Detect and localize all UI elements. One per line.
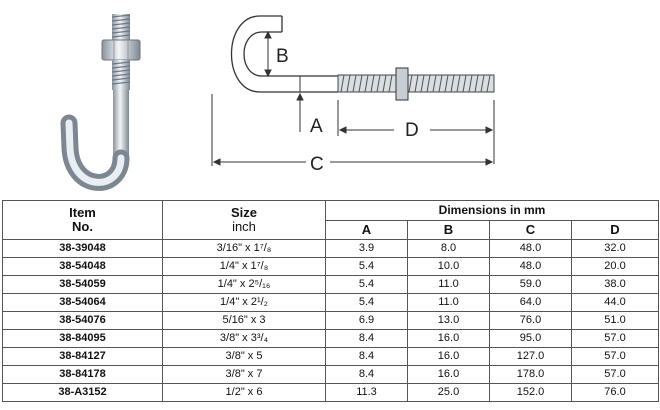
- dim-a-cell: 8.4: [326, 348, 408, 366]
- dim-a-cell: 8.4: [326, 366, 408, 384]
- j-bolt-photo: [48, 8, 158, 194]
- dim-c-cell: 48.0: [490, 258, 572, 276]
- dim-b-cell: 16.0: [408, 348, 490, 366]
- dim-d-cell: 57.0: [572, 366, 659, 384]
- dim-a-cell: 11.3: [326, 384, 408, 402]
- j-bolt-dimension-diagram: [200, 4, 510, 184]
- dim-b-cell: 13.0: [408, 312, 490, 330]
- col-b-header: B: [408, 220, 490, 240]
- table-row: [3, 366, 659, 384]
- dim-a-cell: 3.9: [326, 240, 408, 258]
- dim-c-cell: 95.0: [490, 330, 572, 348]
- size-cell: 1/4" x 2⁵/₁₆: [163, 276, 326, 294]
- dim-a-cell: 5.4: [326, 276, 408, 294]
- dimension-b-label: B: [276, 46, 289, 67]
- item-no-cell: 38-54064: [3, 294, 163, 312]
- dim-a-cell: 8.4: [326, 330, 408, 348]
- col-d-header: D: [572, 220, 659, 240]
- spec-table: [2, 200, 659, 402]
- dim-b-cell: 25.0: [408, 384, 490, 402]
- dim-d-cell: 38.0: [572, 276, 659, 294]
- dim-a-cell: 5.4: [326, 294, 408, 312]
- item-no-cell: 38-84095: [3, 330, 163, 348]
- dim-d-cell: 57.0: [572, 348, 659, 366]
- dim-b-cell: 16.0: [408, 330, 490, 348]
- size-header-line1: Size: [230, 205, 257, 220]
- table-row: [3, 276, 659, 294]
- dimension-c-label: C: [310, 154, 324, 175]
- dim-a-cell: 5.4: [326, 258, 408, 276]
- size-cell: 5/16" x 3: [163, 312, 326, 330]
- dim-b-cell: 11.0: [408, 276, 490, 294]
- dim-c-cell: 64.0: [490, 294, 572, 312]
- dim-d-cell: 57.0: [572, 330, 659, 348]
- dim-b-cell: 8.0: [408, 240, 490, 258]
- table-row: [3, 258, 659, 276]
- dim-d-cell: 51.0: [572, 312, 659, 330]
- dim-d-cell: 76.0: [572, 384, 659, 402]
- item-no-cell: 38-84127: [3, 348, 163, 366]
- item-no-cell: 38-A3152: [3, 384, 163, 402]
- dim-c-cell: 127.0: [490, 348, 572, 366]
- item-no-cell: 38-54076: [3, 312, 163, 330]
- item-no-cell: 38-54059: [3, 276, 163, 294]
- dim-d-cell: 20.0: [572, 258, 659, 276]
- dim-c-cell: 178.0: [490, 366, 572, 384]
- dimensions-header: Dimensions in mm: [326, 201, 659, 221]
- size-header: [163, 201, 326, 240]
- dim-c-cell: 48.0: [490, 240, 572, 258]
- size-cell: 3/8" x 5: [163, 348, 326, 366]
- dim-c-cell: 59.0: [490, 276, 572, 294]
- size-cell: 3/8" x 7: [163, 366, 326, 384]
- dim-c-cell: 76.0: [490, 312, 572, 330]
- dim-c-cell: 152.0: [490, 384, 572, 402]
- dim-a-cell: 6.9: [326, 312, 408, 330]
- table-row: [3, 348, 659, 366]
- col-a-header: A: [326, 220, 408, 240]
- dim-b-cell: 16.0: [408, 366, 490, 384]
- item-header-line2: No.: [72, 219, 93, 234]
- size-cell: 3/16" x 1⁷/₈: [163, 240, 326, 258]
- item-no-cell: 38-84178: [3, 366, 163, 384]
- item-header-line1: Item: [69, 205, 96, 220]
- size-cell: 3/8" x 3³/₄: [163, 330, 326, 348]
- table-row: [3, 312, 659, 330]
- item-no-cell: 38-39048: [3, 240, 163, 258]
- size-header-line2: inch: [232, 219, 256, 234]
- table-row: [3, 294, 659, 312]
- dim-d-cell: 32.0: [572, 240, 659, 258]
- size-cell: 1/4" x 2¹/₂: [163, 294, 326, 312]
- table-row: [3, 240, 659, 258]
- col-c-header: C: [490, 220, 572, 240]
- size-cell: 1/4" x 1⁷/₈: [163, 258, 326, 276]
- table-row: [3, 330, 659, 348]
- dimension-a-label: A: [310, 116, 323, 137]
- item-no-cell: 38-54048: [3, 258, 163, 276]
- item-no-header: [3, 201, 163, 240]
- dimension-d-label: D: [405, 120, 419, 141]
- size-cell: 1/2" x 6: [163, 384, 326, 402]
- dim-b-cell: 10.0: [408, 258, 490, 276]
- dim-d-cell: 44.0: [572, 294, 659, 312]
- table-row: [3, 384, 659, 402]
- dim-b-cell: 11.0: [408, 294, 490, 312]
